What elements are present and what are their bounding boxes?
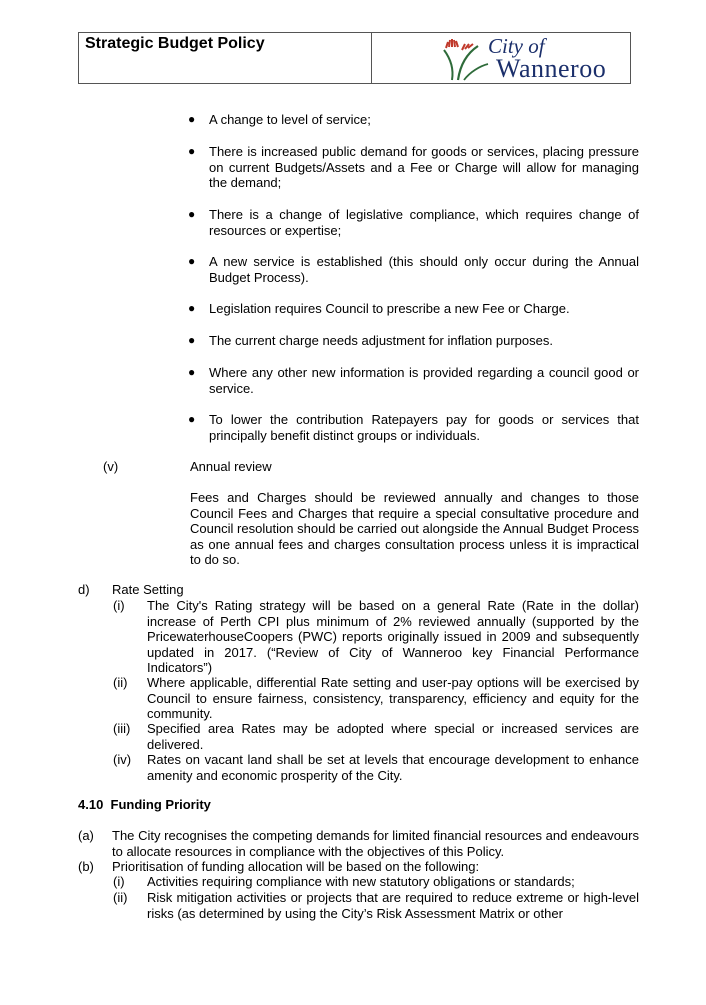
bullet-marker: ● [188, 333, 196, 347]
bullet-marker: ● [188, 301, 196, 315]
section-number: (v) [103, 459, 119, 474]
item-number: (iii) [113, 721, 131, 736]
list-item: Risk mitigation activities or projects that are required to reduce extreme or high-level risks (as determined by using the City’s Risk Assessment Matrix or other [147, 890, 639, 921]
bullet-marker: ● [188, 207, 196, 221]
bullet-marker: ● [188, 254, 196, 268]
city-logo [440, 36, 630, 82]
list-item: Where any other new information is provided regarding a council good or service. [209, 365, 639, 396]
paragraph: Prioritisation of funding allocation will be based on the following: [112, 859, 480, 874]
list-item: Rates on vacant land shall be set at levels that encourage development to enhance amenity and economic prosperity of the City. [147, 752, 639, 783]
page-title: Strategic Budget Policy [85, 35, 265, 52]
logo-plant-icon [440, 36, 490, 82]
logo-text-city-of: City of [488, 34, 545, 58]
list-item: A change to level of service; [209, 112, 371, 127]
list-item: The current charge needs adjustment for inflation purposes. [209, 333, 553, 348]
item-number: (a) [78, 828, 94, 843]
section-number: d) [78, 582, 90, 597]
list-item: Specified area Rates may be adopted where special or increased services are delivered. [147, 721, 639, 752]
paragraph: Fees and Charges should be reviewed annually and changes to those Council Fees and Charges that require a special consultative procedure and Council resolution should be carried out alongside the Annual Budget Process as one annual fees and charges consultation process unless it is impractical to do so. [190, 490, 639, 567]
item-number: (b) [78, 859, 94, 874]
header-divider [371, 32, 372, 84]
list-item: To lower the contribution Ratepayers pay for goods or services that principally benefit distinct groups or individuals. [209, 412, 639, 443]
list-item: A new service is established (this should only occur during the Annual Budget Process). [209, 254, 639, 285]
bullet-marker: ● [188, 412, 196, 426]
list-item: There is increased public demand for goods or services, placing pressure on current Budgets/Assets and a Fee or Charge will allow for managing the demand; [209, 144, 639, 190]
item-number: (i) [113, 598, 125, 613]
paragraph: The City recognises the competing demands for limited financial resources and endeavours to allocate resources in compliance with the objectives of this Policy. [112, 828, 639, 859]
item-number: (ii) [113, 890, 128, 905]
bullet-marker: ● [188, 365, 196, 379]
item-number: (i) [113, 874, 125, 889]
item-number: (ii) [113, 675, 128, 690]
item-number: (iv) [113, 752, 132, 767]
section-heading: 4.10 Funding Priority [78, 797, 211, 812]
list-item: The City's Rating strategy will be based on a general Rate (Rate in the dollar) increase of Perth CPI plus minimum of 2% reviewed annually (supported by the PricewaterhouseCoopers (PWC) reports originally issued in 2009 and subsequently updated in 2017. (“Review of City of Wanneroo key Financial Performance Indicators”) [147, 598, 639, 675]
list-item: Activities requiring compliance with new statutory obligations or standards; [147, 874, 575, 889]
bullet-marker: ● [188, 112, 196, 126]
section-heading: Annual review [190, 459, 272, 474]
bullet-marker: ● [188, 144, 196, 158]
list-item: There is a change of legislative compliance, which requires change of resources or expertise; [209, 207, 639, 238]
logo-text-wanneroo: Wanneroo [496, 54, 607, 83]
list-item: Legislation requires Council to prescribe a new Fee or Charge. [209, 301, 570, 316]
section-heading: Rate Setting [112, 582, 184, 597]
list-item: Where applicable, differential Rate setting and user-pay options will be exercised by Council to ensure fairness, consistency, transparency, efficiency and equity for the community. [147, 675, 639, 721]
